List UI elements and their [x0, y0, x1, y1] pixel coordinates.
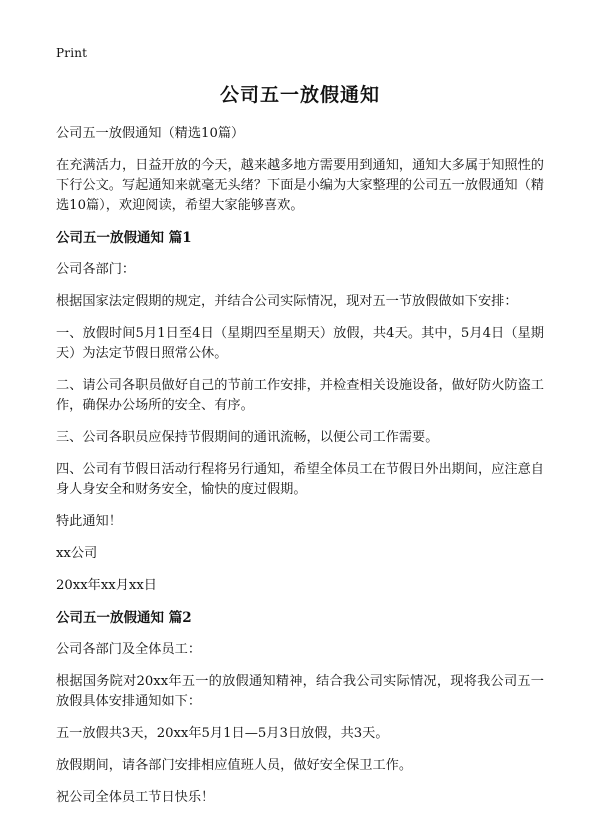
section2-paragraph-2: 五一放假共3天，20xx年5月1日—5月3日放假，共3天。	[56, 726, 389, 741]
section1-paragraph-3: 二、请公司各职员做好自己的节前工作安排，并检查相关设施设备，做好防火防盗工作，确保办公场所的安全、有序。	[56, 378, 544, 413]
section1-paragraph-1: 根据国家法定假期的规定，并结合公司实际情况，现对五一节放假做如下安排：	[56, 294, 518, 309]
section2-greeting: 公司各部门及全体员工：	[56, 642, 202, 657]
section1-date: 20xx年xx月xx日	[56, 578, 157, 593]
intro-subtitle: 公司五一放假通知（精选10篇）	[56, 126, 245, 141]
document-content	[56, 124, 544, 820]
section1-paragraph-2: 一、放假时间5月1日至4日（星期四至星期天）放假，共4天。其中，5月4日（星期天）为法定节假日照常公休。	[56, 326, 544, 361]
section1-paragraph-5: 四、公司有节假日活动行程将另行通知，希望全体员工在节假日外出期间，应注意自身人身安全和财务安全，愉快的度过假期。	[56, 462, 544, 497]
section2-paragraph-3: 放假期间，请各部门安排相应值班人员，做好安全保卫工作。	[56, 758, 413, 773]
section1-greeting: 公司各部门：	[56, 262, 136, 277]
section2-paragraph-1: 根据国务院对20xx年五一的放假通知精神，结合我公司实际情况，现将我公司五一放假具体安排通知如下：	[56, 674, 544, 709]
intro-paragraph: 在充满活力，日益开放的今天，越来越多地方需要用到通知，通知大多属于知照性的下行公文。写起通知来就毫无头绪？下面是小编为大家整理的公司五一放假通知（精选10篇），欢迎阅读，希望大家能够喜欢。	[56, 158, 544, 213]
section1-company: xx公司	[56, 546, 98, 561]
section1-closing: 特此通知！	[56, 514, 122, 529]
section2-paragraph-4: 祝公司全体员工节日快乐！	[56, 790, 215, 805]
print-label: Print	[56, 46, 88, 60]
page-title: 公司五一放假通知	[219, 84, 380, 106]
section2-heading: 公司五一放假通知 篇2	[56, 610, 192, 626]
section1-paragraph-4: 三、公司各职员应保持节假期间的通讯流畅，以便公司工作需要。	[56, 430, 439, 445]
section1-heading: 公司五一放假通知 篇1	[56, 230, 192, 246]
